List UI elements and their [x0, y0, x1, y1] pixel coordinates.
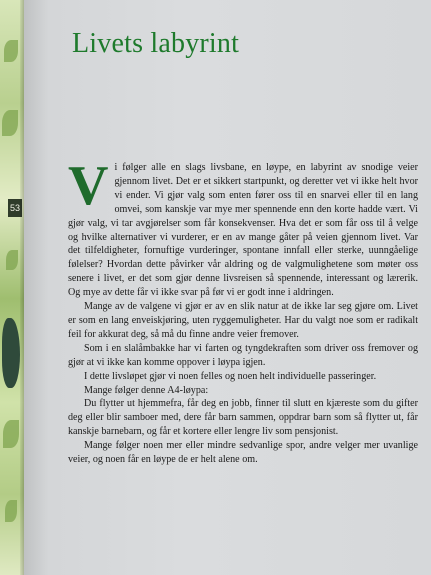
leaf-decoration	[5, 500, 17, 522]
illustration-shape	[2, 318, 20, 388]
facing-page-illustration	[0, 0, 24, 575]
chapter-title: Livets labyrint	[72, 28, 240, 59]
leaf-decoration	[2, 110, 18, 136]
page-tab-marker: 53	[8, 199, 22, 217]
chapter-body	[68, 155, 418, 467]
leaf-decoration	[4, 40, 18, 62]
drop-cap: V	[68, 155, 109, 217]
paragraph: Du flytter ut hjemmefra, får deg en jobb, finner til slutt en kjæreste som du gifter deg eller blir samboer med, dere får barn sammen, oppdrar barn som så flytter ut, får kanskje barnebarn, og får et kortere eller lengre liv som pensjonist.	[68, 398, 418, 438]
paragraph: Mange følger denne A4-løypa:	[84, 384, 209, 396]
leaf-decoration	[6, 250, 18, 270]
paragraph: I dette livsløpet gjør vi noen felles og noen helt individuelle passeringer.	[84, 370, 377, 382]
paragraph: Mange av de valgene vi gjør er av en slik natur at de ikke lar seg gjøre om. Livet er som en lang enveiskjøring, uten ryggemuligheter. Har du valgt noe som er radikalt feil for akkurat deg, så må du finne andre veier fremover.	[68, 301, 418, 340]
paragraph	[68, 155, 418, 300]
paragraph-text: i følger alle en slags livsbane, en løype, en labyrint av snodige veier gjennom livet. Det er et sikkert startpunkt, og deretter vet vi ikke helt hvor vi ender. Vi gjør valg som enten fører oss til en snarvei eller til en lang omvei, som kanskje var mye mer spennende enn den korte hadde vært. Vi gjør valg, vi tar avgjørelser som får konsekvenser. Hva det er som får oss til å velge og hvilke alternativer vi vurderer, er en av mange gåter på veien gjennom livet. Var det tilfeldigheter, fornuftige vurderinger, spontane innfall eller sterke, uunngåelige følelser? Hvordan dette påvirker vår aldring og de valgmulighetene som møter oss senere i livet, er det som gjør denne livsreisen så spennende, interessant og lærerik. Og mye av dette får vi ikke svar på før vi er godt inne i aldringen.	[68, 162, 418, 299]
book-page	[24, 0, 431, 575]
leaf-decoration	[3, 420, 19, 448]
paragraph: Mange følger noen mer eller mindre sedvanlige spor, andre velger mer uvanlige veier, og noen får en løype de er helt alene om.	[68, 440, 418, 466]
paragraph: Som i en slalåmbakke har vi farten og tyngdekraften som driver oss fremover og gjør at vi ikke kan komme oppover i løypa igjen.	[68, 342, 418, 368]
